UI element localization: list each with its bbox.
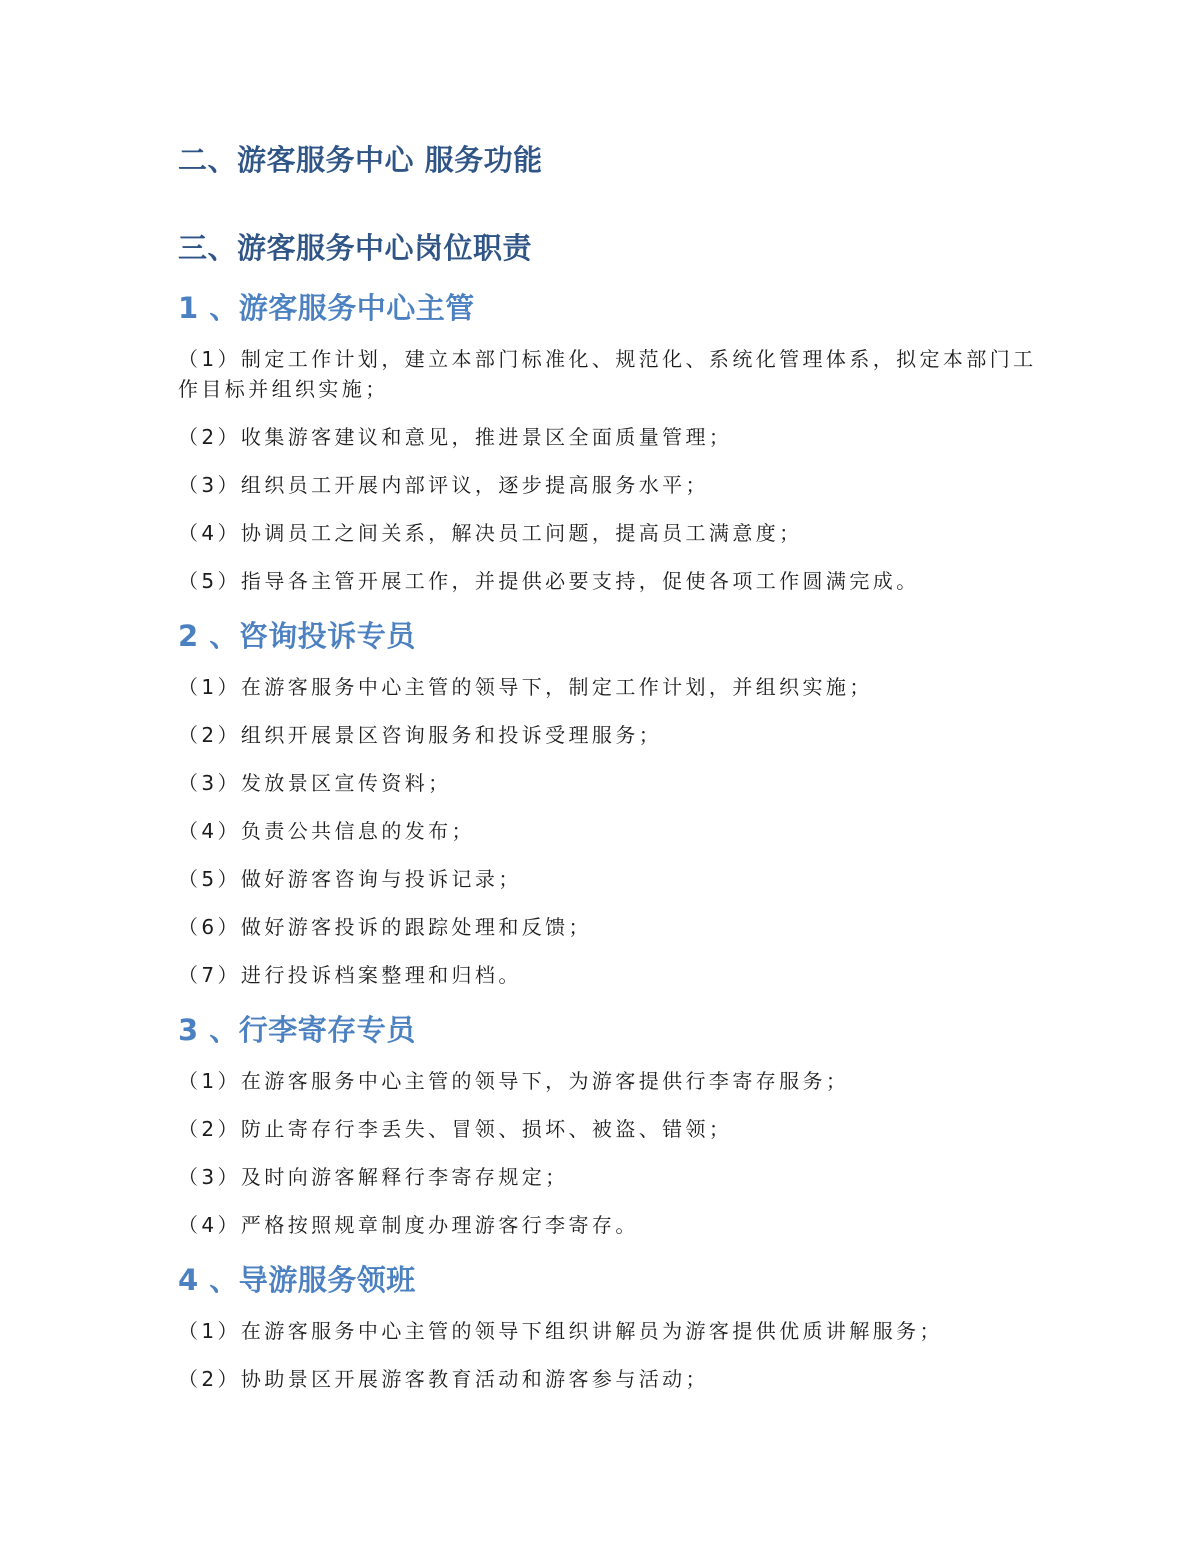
list-item: （4）负责公共信息的发布； — [178, 819, 475, 843]
list-item: （3）及时向游客解释行李寄存规定； — [178, 1165, 569, 1189]
list-item: （2）组织开展景区咨询服务和投诉受理服务； — [178, 723, 663, 747]
list-item: （7）进行投诉档案整理和归档。 — [178, 963, 522, 987]
section-heading-supervisor: 1 、游客服务中心主管 — [178, 291, 475, 325]
list-item: （1）在游客服务中心主管的领导下，制定工作计划，并组织实施； — [178, 675, 873, 699]
list-item: （2）收集游客建议和意见，推进景区全面质量管理； — [178, 425, 733, 449]
list-item: （3）组织员工开展内部评议，逐步提高服务水平； — [178, 473, 709, 497]
list-item: （4）协调员工之间关系，解决员工问题，提高员工满意度； — [178, 521, 803, 545]
list-item: （5）指导各主管开展工作，并提供必要支持，促使各项工作圆满完成。 — [178, 569, 920, 593]
section-heading-luggage: 3 、行李寄存专员 — [178, 1013, 416, 1047]
heading-job-responsibilities: 三、游客服务中心岗位职责 — [178, 231, 533, 265]
list-item: （1）制定工作计划，建立本部门标准化、规范化、系统化管理体系，拟定本部门工作目标并组织实施； — [178, 347, 1037, 401]
section-heading-consultation: 2 、咨询投诉专员 — [178, 619, 416, 653]
heading-service-functions: 二、游客服务中心 服务功能 — [178, 143, 543, 177]
list-item: （2）防止寄存行李丢失、冒领、损坏、被盗、错领； — [178, 1117, 733, 1141]
list-item: （6）做好游客投诉的跟踪处理和反馈； — [178, 915, 592, 939]
list-item: （1）在游客服务中心主管的领导下组织讲解员为游客提供优质讲解服务； — [178, 1319, 943, 1343]
list-item: （3）发放景区宣传资料； — [178, 771, 452, 795]
list-item: （2）协助景区开展游客教育活动和游客参与活动； — [178, 1367, 709, 1391]
list-item: （5）做好游客咨询与投诉记录； — [178, 867, 522, 891]
document-body — [178, 138, 1038, 1412]
list-item: （1）在游客服务中心主管的领导下，为游客提供行李寄存服务； — [178, 1069, 850, 1093]
list-item: （4）严格按照规章制度办理游客行李寄存。 — [178, 1213, 639, 1237]
section-heading-guide-leader: 4 、导游服务领班 — [178, 1263, 416, 1297]
